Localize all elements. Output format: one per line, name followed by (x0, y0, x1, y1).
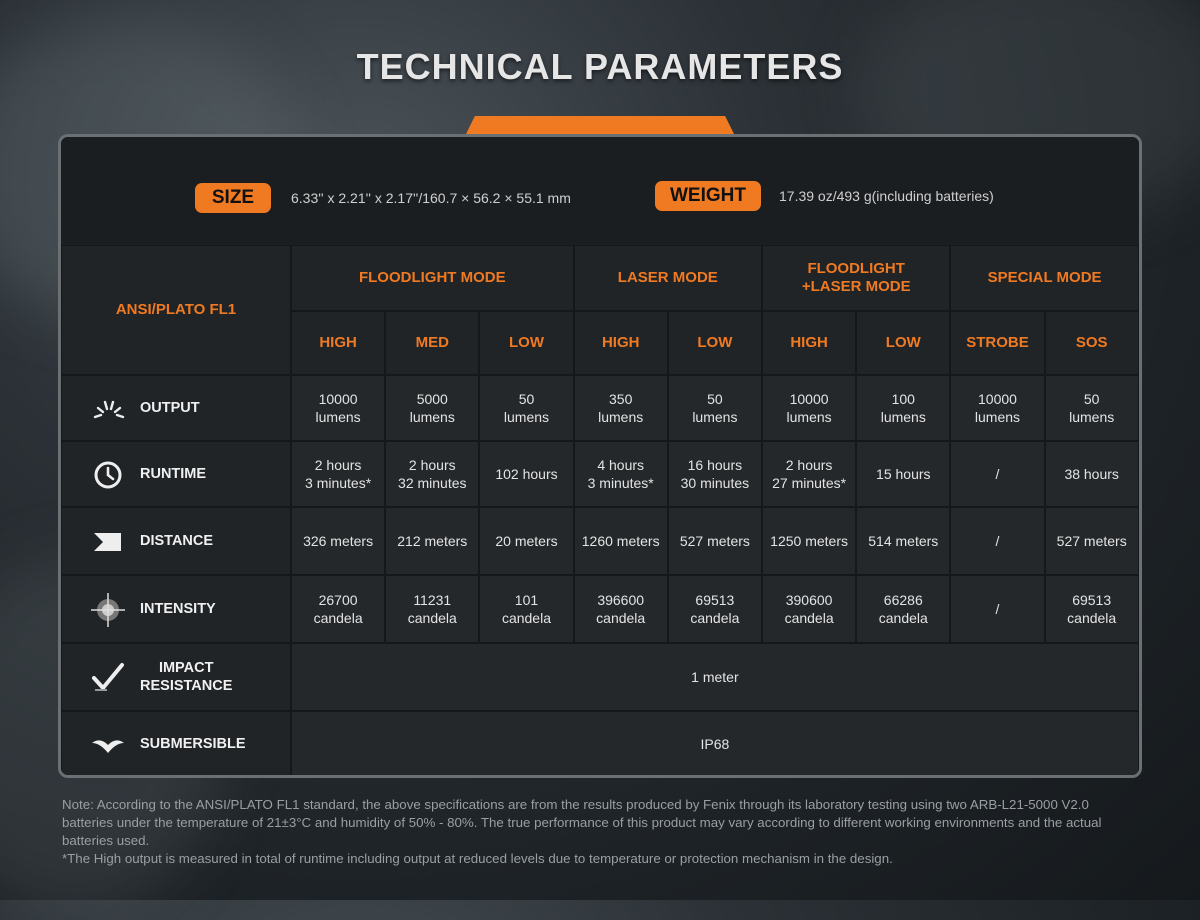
table-cell-text: 1260 meters (581, 533, 660, 549)
table-cell (856, 507, 950, 575)
table-cell-text: 390600 candela (784, 592, 834, 626)
intensity-target-icon (90, 592, 126, 628)
mode-group-header-text: FLOODLIGHT MODE (358, 269, 506, 286)
table-cell-text: 5000 lumens (409, 391, 455, 425)
submersible-value-cell (291, 711, 1139, 777)
table-cell (574, 375, 668, 441)
level-header (950, 311, 1044, 375)
table-cell (574, 575, 668, 643)
row-label-runtime (61, 441, 291, 507)
table-cell-text: 4 hours 3 minutes* (587, 457, 654, 491)
spec-panel (58, 134, 1142, 778)
table-cell-text: 10000 lumens (786, 391, 832, 425)
level-header-text: MED (415, 334, 449, 351)
table-cell (762, 507, 856, 575)
level-header-text: LOW (508, 334, 544, 351)
impact-check-icon (90, 660, 126, 696)
table-cell-text: 50 lumens (503, 391, 550, 425)
water-drop-icon (90, 727, 126, 763)
table-cell (1045, 441, 1139, 507)
table-cell (668, 575, 762, 643)
table-cell-text: / (995, 533, 1000, 549)
level-header (479, 311, 573, 375)
mode-group-header (950, 245, 1138, 311)
size-weight-row (61, 137, 1139, 245)
page-title: TECHNICAL PARAMETERS (356, 46, 844, 87)
level-header-text: LOW (885, 334, 921, 351)
table-cell-text: 350 lumens (598, 391, 644, 425)
table-cell (856, 375, 950, 441)
row-label-intensity-text: INTENSITY (140, 601, 216, 617)
corner-header (61, 245, 291, 375)
note-text: Note: According to the ANSI/PLATO FL1 standard, the above specifications are from the results produced by Fenix through its laboratory testing using two ARB-L21-5000 V2.0 batteries under the temperature of 21±3°C and humidity of 50% - 80%. The true performance of this product may vary according to different working environments and the actual batteries used. (62, 797, 1102, 848)
level-header (668, 311, 762, 375)
table-cell (291, 575, 385, 643)
table-cell-text: 212 meters (397, 533, 468, 549)
table-cell (668, 441, 762, 507)
level-header (574, 311, 668, 375)
size-value: 6.33'' x 2.21'' x 2.17''/160.7 × 56.2 × 55.1 mm (291, 190, 571, 206)
table-cell-text: 69513 candela (690, 592, 740, 626)
table-cell-text: 101 candela (501, 592, 551, 626)
table-cell-text: 527 meters (679, 533, 750, 549)
table-cell (762, 375, 856, 441)
table-cell-text: 396600 candela (596, 592, 646, 626)
weight-value: 17.39 oz/493 g(including batteries) (779, 188, 994, 204)
table-cell-text: 50 lumens (692, 391, 738, 425)
row-label-distance (61, 507, 291, 575)
size-badge: SIZE (195, 183, 271, 213)
table-cell (1045, 575, 1139, 643)
table-cell-text: 100 lumens (880, 391, 926, 425)
mode-group-header (762, 245, 950, 311)
table-cell (856, 441, 950, 507)
table-cell (1045, 375, 1139, 441)
weight-badge: WEIGHT (655, 181, 761, 211)
impact-value-cell (291, 643, 1139, 711)
table-cell (762, 441, 856, 507)
table-cell-text: 2 hours 3 minutes* (305, 457, 372, 491)
row-label-impact-resistance (61, 643, 291, 711)
table-cell-text: / (995, 466, 1000, 482)
row-label-runtime-text: RUNTIME (140, 466, 207, 482)
table-cell-text: 102 hours (495, 466, 558, 482)
table-cell (668, 507, 762, 575)
table-cell (762, 575, 856, 643)
table-cell-text: 69513 candela (1067, 592, 1117, 626)
submersible-value-cell-text: IP68 (700, 736, 730, 752)
level-header-text: LOW (697, 334, 733, 351)
table-cell-text: 38 hours (1064, 466, 1119, 482)
table-cell (668, 375, 762, 441)
table-cell-text: 10000 lumens (315, 391, 361, 425)
row-label-intensity (61, 575, 291, 643)
level-header-text: HIGH (790, 334, 828, 351)
table-cell (385, 575, 479, 643)
table-cell-text: 2 hours 27 minutes* (772, 457, 847, 491)
level-header-text: HIGH (601, 334, 640, 351)
row-label-distance-text: DISTANCE (140, 533, 214, 549)
level-header-text: STROBE (966, 334, 1029, 351)
table-cell (1045, 507, 1139, 575)
table-cell (950, 507, 1044, 575)
clock-icon (90, 457, 126, 493)
level-header-text: SOS (1075, 334, 1108, 351)
mode-group-header-text: FLOODLIGHT +LASER MODE (801, 260, 911, 295)
table-cell-text: 11231 candela (407, 592, 457, 626)
impact-value-cell-text: 1 meter (691, 669, 739, 685)
level-header (385, 311, 479, 375)
table-cell (385, 375, 479, 441)
corner-header-text: ANSI/PLATO FL1 (115, 301, 237, 318)
level-header (1045, 311, 1139, 375)
table-cell (479, 441, 573, 507)
mode-group-header (574, 245, 762, 311)
row-label-submersible (61, 711, 291, 777)
table-cell-text: 2 hours 32 minutes (398, 457, 467, 491)
table-cell (574, 441, 668, 507)
table-cell-text: 50 lumens (1069, 391, 1115, 425)
table-cell (950, 575, 1044, 643)
table-cell (291, 375, 385, 441)
table-cell-text: 16 hours 30 minutes (680, 457, 750, 491)
table-cell-text: 10000 lumens (974, 391, 1021, 425)
mode-group-header (291, 245, 574, 311)
table-cell-text: 26700 candela (313, 592, 363, 626)
table-cell (479, 375, 573, 441)
footnote-block (62, 796, 1142, 868)
table-cell (291, 507, 385, 575)
table-cell (856, 575, 950, 643)
output-rays-icon (90, 391, 126, 427)
table-cell-text: 527 meters (1056, 533, 1127, 549)
table-cell (291, 441, 385, 507)
table-cell (385, 507, 479, 575)
table-cell (385, 441, 479, 507)
level-header (856, 311, 950, 375)
mode-group-header-text: LASER MODE (617, 269, 718, 286)
table-cell (479, 507, 573, 575)
table-cell-text: 514 meters (868, 533, 939, 549)
footnote-text: *The High output is measured in total of runtime including output at reduced levels due to temperature or protection mechanism in the design. (62, 851, 893, 866)
table-cell-text: 15 hours (876, 466, 931, 482)
level-header-text: HIGH (319, 334, 357, 351)
level-header (291, 311, 385, 375)
table-cell (950, 441, 1044, 507)
table-cell (950, 375, 1044, 441)
table-cell-text: 20 meters (495, 533, 558, 549)
row-label-impact-resistance-text: IMPACT RESISTANCE (140, 660, 233, 694)
level-header (762, 311, 856, 375)
table-cell-text: 326 meters (303, 533, 374, 549)
row-label-output (61, 375, 291, 441)
table-cell (574, 507, 668, 575)
table-cell-text: 66286 candela (878, 592, 928, 626)
mode-group-header-text: SPECIAL MODE (987, 269, 1102, 286)
row-label-submersible-text: SUBMERSIBLE (140, 736, 246, 752)
table-cell-text: / (995, 601, 1000, 617)
table-cell-text: 1250 meters (770, 533, 848, 549)
row-label-output-text: OUTPUT (140, 400, 200, 416)
beam-distance-icon (90, 524, 126, 560)
table-cell (479, 575, 573, 643)
